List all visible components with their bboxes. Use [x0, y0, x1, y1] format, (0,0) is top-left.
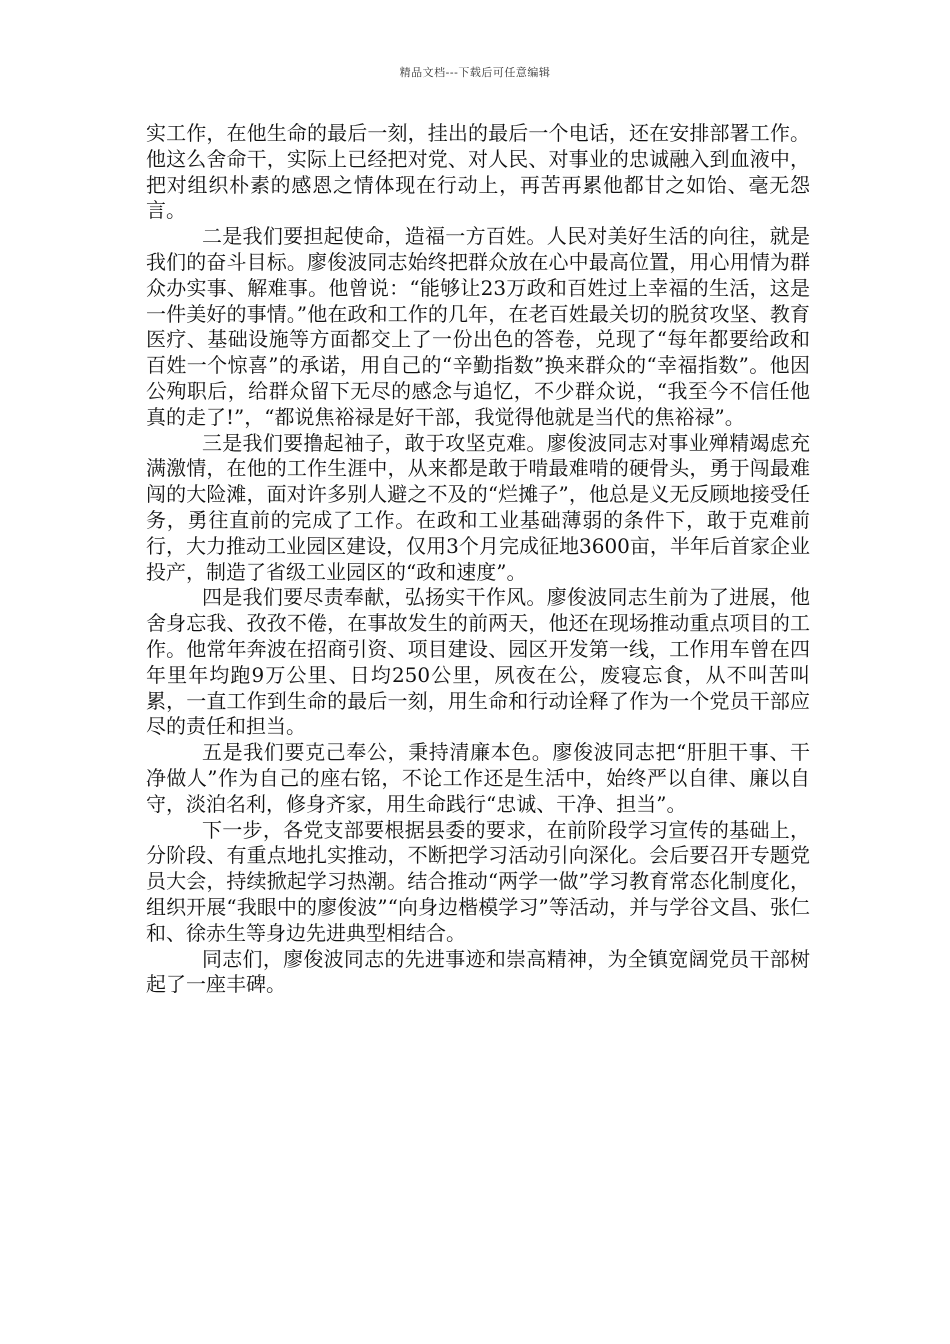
document-body — [146, 121, 810, 998]
paragraph-point-two: 二是我们要担起使命，造福一方百姓。人民对美好生活的向往，就是我们的奋斗目标。廖俊波同志始终把群众放在心中最高位置，用心用情为群众办实事、解难事。他曾说：“能够让23万政和百姓过上幸福的生活，这是一件美好的事情。”他在政和工作的几年，在老百姓最关切的脱贫攻坚、教育医疗、基础设施等方面都交上了一份出色的答卷，兑现了“每年都要给政和百姓一个惊喜”的承诺，用自己的“辛勤指数”换来群众的“幸福指数”。他因公殉职后，给群众留下无尽的感念与追忆，不少群众说，“我至今不信任他真的走了!”，“都说焦裕禄是好干部，我觉得他就是当代的焦裕禄”。 — [146, 224, 810, 429]
paragraph-next-steps: 下一步，各党支部要根据县委的要求，在前阶段学习宣传的基础上，分阶段、有重点地扎实推动，不断把学习活动引向深化。会后要召开专题党员大会，持续掀起学习热潮。结合推动“两学一做”学习教育常态化制度化，组织开展“我眼中的廖俊波”“向身边楷模学习”等活动，并与学谷文昌、张仁和、徐赤生等身边先进典型相结合。 — [146, 817, 810, 945]
page-header: 精品文档---下载后可任意编辑 — [399, 66, 551, 79]
paragraph-point-five: 五是我们要克己奉公，秉持清廉本色。廖俊波同志把“肝胆干事、干净做人”作为自己的座右铭，不论工作还是生活中，始终严以自律、廉以自守，淡泊名利，修身齐家，用生命践行“忠诚、干净、担当”。 — [146, 740, 810, 816]
paragraph-point-four: 四是我们要尽责奉献，弘扬实干作风。廖俊波同志生前为了进展，他舍身忘我、孜孜不倦，在事故发生的前两天，他还在现场推动重点项目的工作。他常年奔波在招商引资、项目建设、园区开发第一线，工作用车曾在四年里年均跑9万公里、日均250公里，夙夜在公，废寝忘食，从不叫苦叫累，一直工作到生命的最后一刻，用生命和行动诠释了作为一个党员干部应尽的责任和担当。 — [146, 585, 810, 739]
paragraph-point-three: 三是我们要撸起袖子，敢于攻坚克难。廖俊波同志对事业殚精竭虑充满激情，在他的工作生涯中，从来都是敢于啃最难啃的硬骨头，勇于闯最难闯的大险滩，面对许多别人避之不及的“烂摊子”，他总是义无反顾地接受任务，勇往直前的完成了工作。在政和工业基础薄弱的条件下，敢于克难前行，大力推动工业园区建设，仅用3个月完成征地3600亩，半年后首家企业投产，制造了省级工业园区的“政和速度”。 — [146, 430, 810, 584]
paragraph-closing: 同志们，廖俊波同志的先进事迹和崇高精神，为全镇宽阔党员干部树起了一座丰碑。 — [146, 946, 810, 997]
paragraph-continuation: 实工作，在他生命的最后一刻，挂出的最后一个电话，还在安排部署工作。他这么舍命干，实际上已经把对党、对人民、对事业的忠诚融入到血液中，把对组织朴素的感恩之情体现在行动上，再苦再累他都甘之如饴、毫无怨言。 — [146, 121, 810, 223]
